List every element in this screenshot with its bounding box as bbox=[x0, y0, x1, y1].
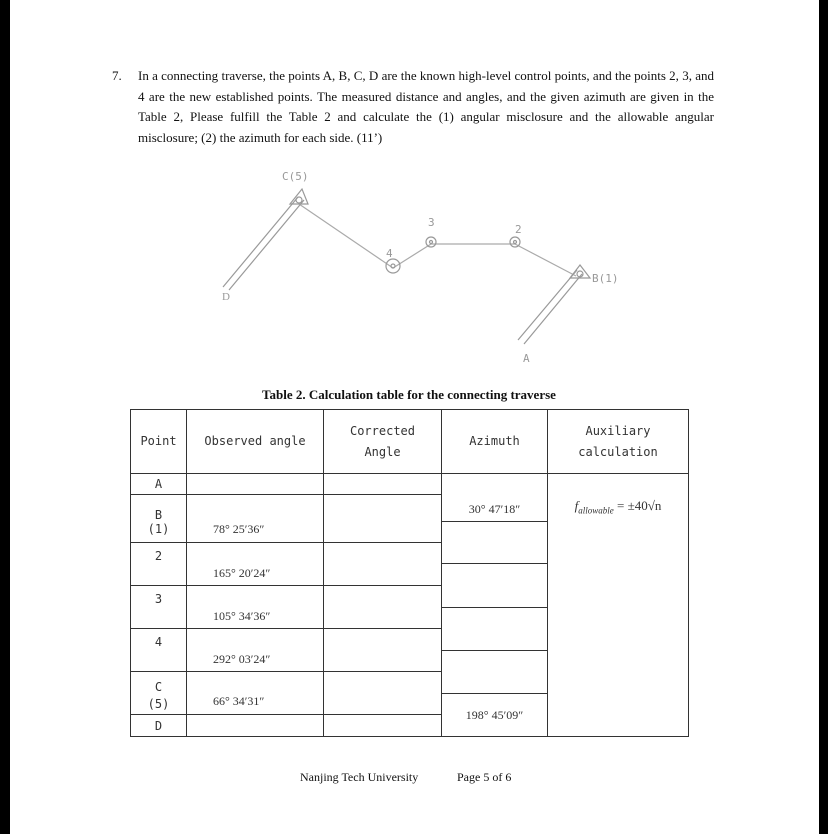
label-a: A bbox=[523, 352, 530, 365]
point-cell: 3 bbox=[131, 586, 187, 629]
point-cell: (5) bbox=[131, 694, 187, 715]
point-cell: D bbox=[131, 715, 187, 737]
point-cell: 4 bbox=[131, 629, 187, 672]
point-cell: C bbox=[131, 672, 187, 694]
label-3: 3 bbox=[428, 216, 435, 229]
label-c5: C(5) bbox=[282, 170, 309, 183]
question-number: 7. bbox=[112, 68, 122, 83]
label-4: 4 bbox=[386, 247, 393, 260]
observed-angle-3: 105° 34′36″ bbox=[187, 586, 324, 629]
header-auxiliary: Auxiliary calculation bbox=[548, 410, 689, 474]
question-text: In a connecting traverse, the points A, B, C, D are the known high-level control points, and the points 2, 3, and 4 are the new established points. The measured distance and angles, and the given azimuth are given in the Table 2, Please fulfill the Table 2 and calculate the (1) angular misclosure and the allowable angular misclosure; (2) the azimuth for each side. (11’) bbox=[138, 68, 714, 145]
traverse-table bbox=[130, 409, 689, 737]
point-cell: B bbox=[131, 495, 187, 522]
header-point: Point bbox=[131, 410, 187, 474]
label-b1: B(1) bbox=[592, 272, 619, 285]
traverse-diagram bbox=[10, 0, 819, 380]
footer-university: Nanjing Tech University bbox=[300, 770, 419, 784]
point-cell: 2 bbox=[131, 543, 187, 586]
table-caption: Table 2. Calculation table for the connecting traverse bbox=[262, 387, 556, 402]
observed-angle-b1: 78° 25′36″ bbox=[187, 522, 324, 543]
station-c5-symbol bbox=[290, 189, 308, 204]
point-cell: (1) bbox=[131, 522, 187, 543]
station-3-symbol bbox=[426, 237, 436, 247]
azimuth-ab: 30° 47′18″ bbox=[442, 474, 548, 522]
document-page bbox=[10, 0, 819, 834]
station-4-symbol bbox=[386, 259, 400, 273]
table-row bbox=[131, 474, 689, 495]
observed-angle-c5: 66° 34′31″ bbox=[187, 694, 324, 715]
header-corrected-angle: Corrected Angle bbox=[324, 410, 442, 474]
observed-angle-4: 292° 03′24″ bbox=[187, 629, 324, 672]
station-2-symbol bbox=[510, 237, 520, 247]
footer-page-number: Page 5 of 6 bbox=[457, 770, 512, 784]
auxiliary-calculation-cell bbox=[548, 474, 689, 737]
header-azimuth: Azimuth bbox=[442, 410, 548, 474]
traverse-lines bbox=[299, 204, 576, 276]
azimuth-cd: 198° 45′09″ bbox=[442, 694, 548, 737]
label-d: D bbox=[222, 291, 230, 303]
header-observed-angle: Observed angle bbox=[187, 410, 324, 474]
table-header-row bbox=[131, 410, 689, 474]
allowable-misclosure-formula: $f_{allowable} = \pm 40√n$ bbox=[574, 498, 662, 516]
observed-angle-2: 165° 20′24″ bbox=[187, 543, 324, 586]
label-2: 2 bbox=[515, 223, 522, 236]
side-a-b bbox=[518, 270, 582, 344]
point-cell: A bbox=[131, 474, 187, 495]
side-d-c bbox=[223, 197, 304, 290]
